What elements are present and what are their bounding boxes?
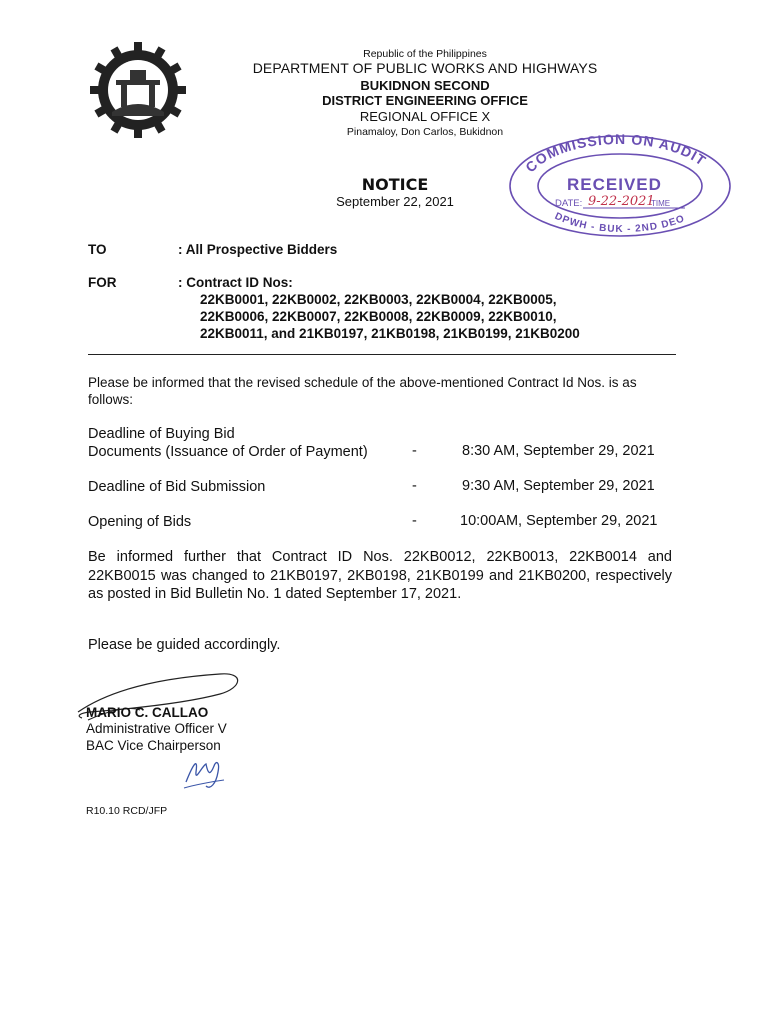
schedule-label: Opening of Bids — [88, 514, 192, 530]
svg-text:TIME: TIME — [651, 199, 671, 208]
schedule-dash: - — [412, 478, 417, 494]
to-label: TO — [88, 242, 107, 257]
department-name: DEPARTMENT OF PUBLIC WORKS AND HIGHWAYS — [252, 60, 598, 76]
signatory-title: Administrative Officer V — [86, 721, 227, 736]
svg-text:DPWH - BUK - 2ND DEO: DPWH - BUK - 2ND DEO — [552, 210, 687, 236]
schedule-time: 8:30 AM, September 29, 2021 — [462, 443, 655, 459]
signatory-role: BAC Vice Chairperson — [86, 738, 221, 753]
schedule-label-line: Documents (Issuance of Order of Payment) — [88, 444, 368, 460]
schedule-dash: - — [412, 513, 417, 529]
closing-line: Please be guided accordingly. — [88, 637, 281, 653]
contract-ids-line: 22KB0011, and 21KB0197, 21KB0198, 21KB0199, 21KB0200 — [200, 326, 580, 341]
to-value: : All Prospective Bidders — [178, 242, 338, 257]
contract-ids-line: 22KB0001, 22KB0002, 22KB0003, 22KB0004, 22KB0005, — [200, 292, 557, 307]
received-stamp — [505, 128, 735, 238]
svg-text:9-22-2021: 9-22-2021 — [588, 194, 655, 209]
schedule-dash: - — [412, 443, 417, 459]
intro-paragraph: Please be informed that the revised schedule of the above-mentioned Contract Id Nos. is as follows: — [88, 375, 637, 407]
schedule-time: 10:00AM, September 29, 2021 — [460, 513, 658, 529]
for-label: FOR — [88, 275, 117, 290]
schedule-label: Deadline of Bid Submission — [88, 479, 266, 495]
office-name-line2: DISTRICT ENGINEERING OFFICE — [322, 93, 528, 108]
section-divider — [88, 354, 676, 355]
initials-scribble — [180, 752, 230, 794]
schedule-label-line: Deadline of Buying Bid — [88, 426, 235, 442]
signatory-name: MARIO C. CALLAO — [86, 705, 209, 720]
contract-ids-line: 22KB0006, 22KB0007, 22KB0008, 22KB0009, 22KB0010, — [200, 309, 557, 324]
regional-office: REGIONAL OFFICE X — [359, 109, 491, 124]
office-address: Pinamaloy, Don Carlos, Bukidnon — [346, 126, 504, 138]
svg-text:COMMISSION ON AUDIT: COMMISSION ON AUDIT — [522, 130, 710, 176]
office-name-line1: BUKIDNON SECOND — [360, 78, 490, 93]
notice-date: September 22, 2021 — [336, 194, 454, 209]
notice-title: NOTICE — [361, 175, 429, 194]
for-value: : Contract ID Nos: — [178, 275, 293, 290]
schedule-label — [88, 425, 368, 461]
dpwh-seal-logo — [88, 40, 188, 140]
svg-text:DATE:: DATE: — [555, 198, 583, 209]
republic-line: Republic of the Philippines — [363, 48, 487, 60]
reference-code: R10.10 RCD/JFP — [86, 805, 168, 817]
further-paragraph: Be informed further that Contract ID Nos. 22KB0012, 22KB0013, 22KB0014 and 22KB0015 was changed to 21KB0197, 2KB0198, 21KB0199 and 21KB0200, respectively as posted in Bid Bulletin No. 1 dated September 17, 2021. — [88, 549, 672, 602]
schedule-time: 9:30 AM, September 29, 2021 — [462, 478, 655, 494]
svg-text:RECEIVED: RECEIVED — [567, 175, 662, 194]
